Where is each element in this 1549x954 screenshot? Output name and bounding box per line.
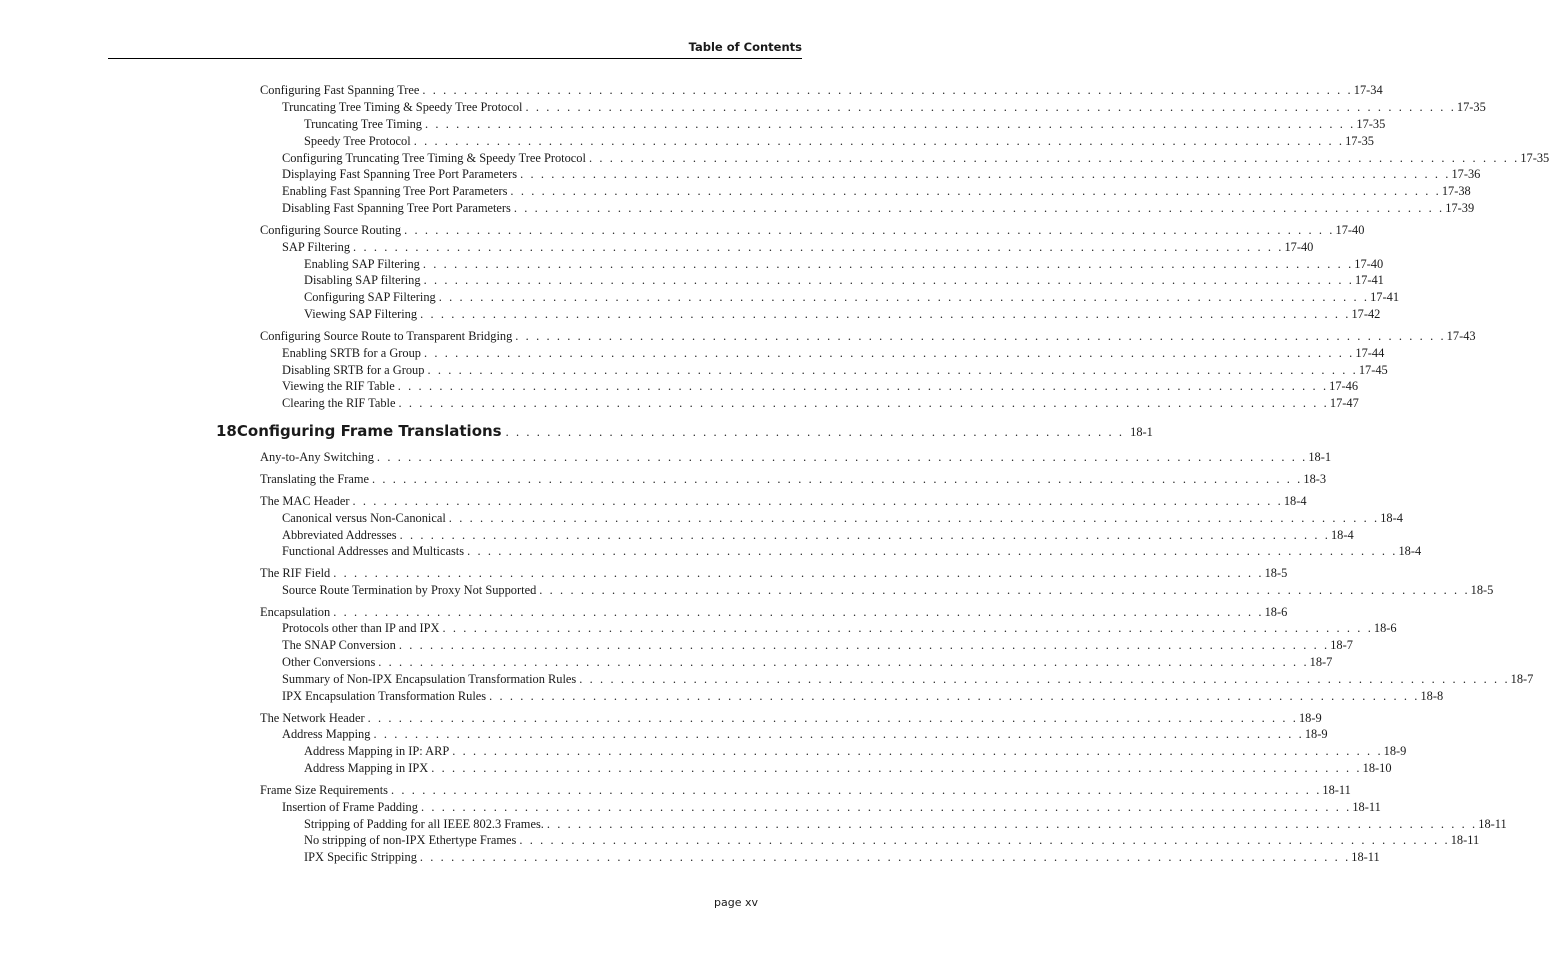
leader-dots: . . . . . . . . . . . . . . . . . . . . . . . . . . . . . . . . . . . . . . . . . . . . . . . . . . . . . . . . . . . . . . . . . . . . . . . . . . . . . . . . . . . . . . . . . .: [588, 151, 1520, 165]
leader-dots: . . . . . . . . . . . . . . . . . . . . . . . . . . . . . . . . . . . . . . . . . . . . . . . . . . . . . . . . . . . . . . . . . . . . . . . . . . . . . . . . . . . . . . . . . .: [489, 689, 1420, 703]
toc-entry[interactable]: [304, 117, 1386, 134]
toc-entry[interactable]: [282, 396, 1359, 413]
toc-entry-title: Truncating Tree Timing: [304, 117, 422, 131]
toc-entry-page: 17-36: [1451, 167, 1481, 181]
toc-entry[interactable]: [282, 167, 1481, 184]
toc-entry-page: 17-46: [1329, 379, 1359, 393]
toc-entry[interactable]: [282, 511, 1403, 528]
toc-entry-page: 17-41: [1370, 290, 1400, 304]
toc-entry-title: Source Route Termination by Proxy Not Supported: [282, 583, 537, 597]
toc-entry[interactable]: [282, 583, 1494, 600]
leader-dots: . . . . . . . . . . . . . . . . . . . . . . . . . . . . . . . . . . . . . . . . . . . . . . . . . . . . . . . . . . . . . . . . . . . . . . . . . . . . . . . . . . . . . . . . . .: [513, 201, 1445, 215]
toc-entry[interactable]: [282, 363, 1388, 380]
toc-entry[interactable]: [304, 290, 1400, 307]
toc-entry[interactable]: [282, 528, 1354, 545]
toc-entry-page: 17-42: [1351, 307, 1381, 321]
toc-entry-title: Truncating Tree Timing & Speedy Tree Protocol: [282, 100, 523, 114]
toc-entry-title: Disabling Fast Spanning Tree Port Parameters: [282, 201, 511, 215]
toc-entry[interactable]: [260, 711, 1322, 728]
toc-entry[interactable]: [260, 605, 1288, 622]
leader-dots: . . . . . . . . . . . . . . . . . . . . . . . . . . . . . . . . . . . . . . . . . . . . . . . . . . . . . . . . . . . . . . . . . . . . . . . . . . . . . . . . . . . . . . . . . .: [371, 472, 1303, 486]
toc-entry-title: The MAC Header: [260, 494, 350, 508]
toc-entry-page: 18-6: [1264, 605, 1288, 619]
toc-entry[interactable]: [304, 850, 1380, 867]
toc-entry-page: 18-6: [1373, 621, 1397, 635]
leader-dots: . . . . . . . . . . . . . . . . . . . . . . . . . . . . . . . . . . . . . . . . . . . . . . . . . . . . . . . . . . . . . . . . . . . . . . . . . . . . . . . . . . . . . . . . . .: [422, 83, 1353, 97]
chapter-number: 18: [216, 422, 237, 440]
leader-dots: . . . . . . . . . . . . . . . . . . . . . . . . . . . . . . . . . . . . . . . . . . . . . . . . . . . . . . . . . . . . . . . . . . . . . . . . . . . . . . . . . . . . . . . . . .: [398, 638, 1330, 652]
leader-dots: . . . . . . . . . . . . . . . . . . . . . . . . . . . . . . . . . . . . . . . . . . . . . . . . . . . . . . . . . . . . . . . . . . . . . . . . . . . . . . . . . . . . . . . . . .: [442, 621, 1373, 635]
chapter-page: 18-1: [1130, 425, 1153, 439]
toc-entry-title: Enabling SRTB for a Group: [282, 346, 421, 360]
chapter-heading[interactable]: [216, 422, 1153, 444]
toc-entry-title: The RIF Field: [260, 566, 331, 580]
toc-entry[interactable]: [282, 727, 1328, 744]
toc-entry[interactable]: [304, 833, 1480, 850]
toc-entry-title: Protocols other than IP and IPX: [282, 621, 440, 635]
leader-dots: . . . . . . . . . . . . . . . . . . . . . . . . . . . . . . . . . . . . . . . . . . . . . . . . . . . . . . . . . . . .: [505, 425, 1125, 439]
toc-entry-page: 17-34: [1353, 83, 1383, 97]
leader-dots: . . . . . . . . . . . . . . . . . . . . . . . . . . . . . . . . . . . . . . . . . . . . . . . . . . . . . . . . . . . . . . . . . . . . . . . . . . . . . . . . . . . . . . . . . .: [420, 800, 1352, 814]
toc-entry[interactable]: [282, 689, 1444, 706]
toc-entry-page: 18-7: [1510, 672, 1534, 686]
toc-entry[interactable]: [282, 240, 1314, 257]
toc-entry-title: Enabling SAP Filtering: [304, 257, 420, 271]
toc-entry-page: 18-7: [1309, 655, 1333, 669]
toc-entry-page: 17-44: [1355, 346, 1385, 360]
toc-entry-title: Functional Addresses and Multicasts: [282, 544, 465, 558]
toc-entry[interactable]: [304, 134, 1375, 151]
leader-dots: . . . . . . . . . . . . . . . . . . . . . . . . . . . . . . . . . . . . . . . . . . . . . . . . . . . . . . . . . . . . . . . . . . . . . . . . . . . . . . . . . . . . . . . . . .: [397, 379, 1329, 393]
page-number: page xv: [714, 896, 758, 909]
toc-entry-title: Viewing the RIF Table: [282, 379, 395, 393]
toc-entry-title: Disabling SRTB for a Group: [282, 363, 425, 377]
running-head-title: Table of Contents: [688, 40, 802, 54]
toc-entry-page: 18-8: [1420, 689, 1444, 703]
toc-entry-title: Encapsulation: [260, 605, 331, 619]
toc-entry-title: Summary of Non-IPX Encapsulation Transformation Rules: [282, 672, 577, 686]
leader-dots: . . . . . . . . . . . . . . . . . . . . . . . . . . . . . . . . . . . . . . . . . . . . . . . . . . . . . . . . . . . . . . . . . . . . . . . . . . . . . . . . . . . . . . . . . .: [422, 257, 1354, 271]
toc-entry[interactable]: [260, 223, 1365, 240]
leader-dots: . . . . . . . . . . . . . . . . . . . . . . . . . . . . . . . . . . . . . . . . . . . . . . . . . . . . . . . . . . . . . . . . . . . . . . . . . . . . . . . . . . . . . . . . . .: [424, 117, 1356, 131]
toc-entry[interactable]: [282, 672, 1534, 689]
leader-dots: . . . . . . . . . . . . . . . . . . . . . . . . . . . . . . . . . . . . . . . . . . . . . . . . . . . . . . . . . . . . . . . . . . . . . . . . . . . . . . . . . . . . . . . . . .: [467, 544, 1398, 558]
toc-entry-page: 18-5: [1470, 583, 1494, 597]
leader-dots: . . . . . . . . . . . . . . . . . . . . . . . . . . . . . . . . . . . . . . . . . . . . . . . . . . . . . . . . . . . . . . . . . . . . . . . . . . . . . . . . . . . . . . . . . .: [525, 100, 1456, 114]
toc-entry-title: The SNAP Conversion: [282, 638, 396, 652]
toc-entry-title: SAP Filtering: [282, 240, 351, 254]
toc-entry-page: 18-3: [1303, 472, 1327, 486]
toc-entry[interactable]: [260, 83, 1383, 100]
toc-entry[interactable]: [282, 184, 1471, 201]
toc-entry[interactable]: [282, 621, 1397, 638]
leader-dots: . . . . . . . . . . . . . . . . . . . . . . . . . . . . . . . . . . . . . . . . . . . . . . . . . . . . . . . . . . . . . . . . . . . . . . . . . . . . . . . . . . . . . . . . . .: [420, 307, 1351, 321]
leader-dots: . . . . . . . . . . . . . . . . . . . . . . . . . . . . . . . . . . . . . . . . . . . . . . . . . . . . . . . . . . . . . . . . . . . . . . . . . . . . . . . . . . . . . . . . . .: [515, 329, 1446, 343]
toc-entry-title: Configuring Truncating Tree Timing & Speedy Tree Protocol: [282, 151, 586, 165]
toc-entry-page: 18-5: [1264, 566, 1288, 580]
toc-entry-page: 17-41: [1354, 273, 1384, 287]
toc-entry-page: 18-4: [1398, 544, 1422, 558]
leader-dots: . . . . . . . . . . . . . . . . . . . . . . . . . . . . . . . . . . . . . . . . . . . . . . . . . . . . . . . . . . . . . . . . . . . . . . . . . . . . . . . . . . . . . . . . . .: [448, 511, 1380, 525]
toc-entry-title: IPX Encapsulation Transformation Rules: [282, 689, 487, 703]
toc-entry[interactable]: [304, 273, 1384, 290]
toc-entry-title: Any-to-Any Switching: [260, 450, 374, 464]
toc-entry-page: 18-4: [1330, 528, 1354, 542]
toc-entry[interactable]: [282, 379, 1359, 396]
toc-entry[interactable]: [260, 566, 1288, 583]
toc-entry-page: 17-38: [1441, 184, 1471, 198]
toc-entry-page: 18-9: [1304, 727, 1328, 741]
leader-dots: . . . . . . . . . . . . . . . . . . . . . . . . . . . . . . . . . . . . . . . . . . . . . . . . . . . . . . . . . . . . . . . . . . . . . . . . . . . . . . . . . . . . . . . . . .: [510, 184, 1441, 198]
toc-entry-page: 17-43: [1446, 329, 1476, 343]
toc-entry-title: Disabling SAP filtering: [304, 273, 421, 287]
toc-entry[interactable]: [282, 655, 1333, 672]
toc-entry-title: Configuring Source Routing: [260, 223, 402, 237]
leader-dots: . . . . . . . . . . . . . . . . . . . . . . . . . . . . . . . . . . . . . . . . . . . . . . . . . . . . . . . . . . . . . . . . . . . . . . . . . . . . . . . . . . . . . . . . . .: [438, 290, 1370, 304]
toc-entry-page: 17-40: [1354, 257, 1384, 271]
toc-entry-page: 18-4: [1380, 511, 1403, 525]
leader-dots: . . . . . . . . . . . . . . . . . . . . . . . . . . . . . . . . . . . . . . . . . . . . . . . . . . . . . . . . . . . . . . . . . . . . . . . . . . . . . . . . . . . . . . . . . .: [333, 566, 1264, 580]
toc-entry-title: No stripping of non-IPX Ethertype Frames: [304, 833, 517, 847]
toc-entry-title: Configuring Source Route to Transparent Bridging: [260, 329, 513, 343]
toc-entry[interactable]: [282, 544, 1422, 561]
toc-entry[interactable]: [304, 257, 1384, 274]
leader-dots: . . . . . . . . . . . . . . . . . . . . . . . . . . . . . . . . . . . . . . . . . . . . . . . . . . . . . . . . . . . . . . . . . . . . . . . . . . . . . . . . . . . . . . . . . .: [376, 450, 1308, 464]
toc-entry-title: Other Conversions: [282, 655, 376, 669]
toc-entry[interactable]: [282, 201, 1475, 218]
leader-dots: . . . . . . . . . . . . . . . . . . . . . . . . . . . . . . . . . . . . . . . . . . . . . . . . . . . . . . . . . . . . . . . . . . . . . . . . . . . . . . . . . . . . . . . . . .: [539, 583, 1470, 597]
toc-entry-title: Address Mapping in IPX: [304, 761, 429, 775]
leader-dots: . . . . . . . . . . . . . . . . . . . . . . . . . . . . . . . . . . . . . . . . . . . . . . . . . . . . . . . . . . . . . . . . . . . . . . . . . . . . . . . . . . . . . . . . . .: [367, 711, 1298, 725]
toc-entry-page: 17-47: [1329, 396, 1359, 410]
toc-entry-title: Frame Size Requirements: [260, 783, 389, 797]
toc-entry-title: Canonical versus Non-Canonical: [282, 511, 446, 525]
toc-entry-title: Insertion of Frame Padding: [282, 800, 418, 814]
toc-entry-title: The Network Header: [260, 711, 365, 725]
toc-entry[interactable]: [304, 817, 1507, 834]
toc-entry-page: 17-35: [1520, 151, 1549, 165]
leader-dots: . . . . . . . . . . . . . . . . . . . . . . . . . . . . . . . . . . . . . . . . . . . . . . . . . . . . . . . . . . . . . . . . . . . . . . . . . . . . . . . . . . . . . . . . . .: [352, 494, 1283, 508]
toc-entry[interactable]: [260, 472, 1327, 489]
leader-dots: . . . . . . . . . . . . . . . . . . . . . . . . . . . . . . . . . . . . . . . . . . . . . . . . . . . . . . . . . . . . . . . . . . . . . . . . . . . . . . . . . . . . . . . . . .: [419, 850, 1351, 864]
toc-entry[interactable]: [282, 100, 1486, 117]
toc-entry[interactable]: [282, 800, 1381, 817]
toc-entry-page: 18-11: [1478, 817, 1507, 831]
toc-entry[interactable]: [304, 761, 1392, 778]
toc-entry[interactable]: [260, 450, 1332, 467]
toc-entry-page: 17-40: [1335, 223, 1365, 237]
leader-dots: . . . . . . . . . . . . . . . . . . . . . . . . . . . . . . . . . . . . . . . . . . . . . . . . . . . . . . . . . . . . . . . . . . . . . . . . . . . . . . . . . . . . . . . . . .: [546, 817, 1478, 831]
toc-entry-title: Enabling Fast Spanning Tree Port Parameters: [282, 184, 508, 198]
toc-entry-page: 18-7: [1330, 638, 1353, 652]
toc-entry-title: Address Mapping: [282, 727, 371, 741]
leader-dots: . . . . . . . . . . . . . . . . . . . . . . . . . . . . . . . . . . . . . . . . . . . . . . . . . . . . . . . . . . . . . . . . . . . . . . . . . . . . . . . . . . . . . . . . . .: [519, 833, 1450, 847]
leader-dots: . . . . . . . . . . . . . . . . . . . . . . . . . . . . . . . . . . . . . . . . . . . . . . . . . . . . . . . . . . . . . . . . . . . . . . . . . . . . . . . . . . . . . . . . . .: [452, 744, 1383, 758]
toc-entry-page: 18-9: [1298, 711, 1322, 725]
leader-dots: . . . . . . . . . . . . . . . . . . . . . . . . . . . . . . . . . . . . . . . . . . . . . . . . . . . . . . . . . . . . . . . . . . . . . . . . . . . . . . . . . . . . . . . . . .: [579, 672, 1510, 686]
toc-entry-title: Speedy Tree Protocol: [304, 134, 411, 148]
chapter-title: Configuring Frame Translations: [236, 422, 502, 440]
toc-entry-page: 18-11: [1351, 850, 1380, 864]
leader-dots: . . . . . . . . . . . . . . . . . . . . . . . . . . . . . . . . . . . . . . . . . . . . . . . . . . . . . . . . . . . . . . . . . . . . . . . . . . . . . . . . . . . . . . . . . .: [378, 655, 1309, 669]
toc-entry[interactable]: [282, 346, 1385, 363]
leader-dots: . . . . . . . . . . . . . . . . . . . . . . . . . . . . . . . . . . . . . . . . . . . . . . . . . . . . . . . . . . . . . . . . . . . . . . . . . . . . . . . . . . . . . . . . . .: [427, 363, 1358, 377]
toc-entry-page: 17-40: [1284, 240, 1314, 254]
toc-entry-title: Configuring SAP Filtering: [304, 290, 436, 304]
toc-entry-title: Stripping of Padding for all IEEE 802.3 Frames.: [304, 817, 544, 831]
header-rule: [108, 58, 802, 59]
leader-dots: . . . . . . . . . . . . . . . . . . . . . . . . . . . . . . . . . . . . . . . . . . . . . . . . . . . . . . . . . . . . . . . . . . . . . . . . . . . . . . . . . . . . . . . . . .: [413, 134, 1345, 148]
toc-entry-page: 18-4: [1283, 494, 1307, 508]
toc-entry-page: 18-11: [1322, 783, 1351, 797]
toc-entry-title: Displaying Fast Spanning Tree Port Parameters: [282, 167, 518, 181]
toc-entry-title: Clearing the RIF Table: [282, 396, 396, 410]
toc-entry-page: 18-11: [1352, 800, 1381, 814]
toc-entry-page: 18-9: [1383, 744, 1407, 758]
toc-entry-title: Address Mapping in IP: ARP: [304, 744, 450, 758]
toc-entry-page: 17-45: [1358, 363, 1388, 377]
leader-dots: . . . . . . . . . . . . . . . . . . . . . . . . . . . . . . . . . . . . . . . . . . . . . . . . . . . . . . . . . . . . . . . . . . . . . . . . . . . . . . . . . . . . . . . . . .: [353, 240, 1284, 254]
toc-entry-page: 17-35: [1345, 134, 1375, 148]
toc-entry-title: Viewing SAP Filtering: [304, 307, 418, 321]
toc-entry[interactable]: [260, 494, 1307, 511]
leader-dots: . . . . . . . . . . . . . . . . . . . . . . . . . . . . . . . . . . . . . . . . . . . . . . . . . . . . . . . . . . . . . . . . . . . . . . . . . . . . . . . . . . . . . . . . . .: [391, 783, 1322, 797]
toc-entry-page: 18-11: [1450, 833, 1480, 847]
toc-entry-page: 18-1: [1308, 450, 1332, 464]
leader-dots: . . . . . . . . . . . . . . . . . . . . . . . . . . . . . . . . . . . . . . . . . . . . . . . . . . . . . . . . . . . . . . . . . . . . . . . . . . . . . . . . . . . . . . . . . .: [404, 223, 1335, 237]
toc-entry-title: Translating the Frame: [260, 472, 369, 486]
leader-dots: . . . . . . . . . . . . . . . . . . . . . . . . . . . . . . . . . . . . . . . . . . . . . . . . . . . . . . . . . . . . . . . . . . . . . . . . . . . . . . . . . . . . . . . . . .: [333, 605, 1264, 619]
leader-dots: . . . . . . . . . . . . . . . . . . . . . . . . . . . . . . . . . . . . . . . . . . . . . . . . . . . . . . . . . . . . . . . . . . . . . . . . . . . . . . . . . . . . . . . . . .: [431, 761, 1362, 775]
toc-entry-page: 17-35: [1356, 117, 1386, 131]
toc-entry-title: Abbreviated Addresses: [282, 528, 397, 542]
toc-entry[interactable]: [282, 151, 1549, 168]
toc-entry-page: 17-39: [1445, 201, 1475, 215]
toc-entry-page: 17-35: [1456, 100, 1486, 114]
toc-entry[interactable]: [260, 783, 1351, 800]
leader-dots: . . . . . . . . . . . . . . . . . . . . . . . . . . . . . . . . . . . . . . . . . . . . . . . . . . . . . . . . . . . . . . . . . . . . . . . . . . . . . . . . . . . . . . . . . .: [373, 727, 1304, 741]
toc-entry[interactable]: [260, 329, 1476, 346]
toc-entry-title: Configuring Fast Spanning Tree: [260, 83, 420, 97]
toc-entry[interactable]: [304, 307, 1381, 324]
leader-dots: . . . . . . . . . . . . . . . . . . . . . . . . . . . . . . . . . . . . . . . . . . . . . . . . . . . . . . . . . . . . . . . . . . . . . . . . . . . . . . . . . . . . . . . . . .: [423, 346, 1355, 360]
leader-dots: . . . . . . . . . . . . . . . . . . . . . . . . . . . . . . . . . . . . . . . . . . . . . . . . . . . . . . . . . . . . . . . . . . . . . . . . . . . . . . . . . . . . . . . . . .: [423, 273, 1354, 287]
leader-dots: . . . . . . . . . . . . . . . . . . . . . . . . . . . . . . . . . . . . . . . . . . . . . . . . . . . . . . . . . . . . . . . . . . . . . . . . . . . . . . . . . . . . . . . . . .: [520, 167, 1451, 181]
toc-entry[interactable]: [304, 744, 1407, 761]
toc-entry-title: IPX Specific Stripping: [304, 850, 417, 864]
toc-entry[interactable]: [282, 638, 1353, 655]
leader-dots: . . . . . . . . . . . . . . . . . . . . . . . . . . . . . . . . . . . . . . . . . . . . . . . . . . . . . . . . . . . . . . . . . . . . . . . . . . . . . . . . . . . . . . . . . .: [398, 396, 1329, 410]
toc-entry-page: 18-10: [1362, 761, 1392, 775]
leader-dots: . . . . . . . . . . . . . . . . . . . . . . . . . . . . . . . . . . . . . . . . . . . . . . . . . . . . . . . . . . . . . . . . . . . . . . . . . . . . . . . . . . . . . . . . . .: [399, 528, 1330, 542]
